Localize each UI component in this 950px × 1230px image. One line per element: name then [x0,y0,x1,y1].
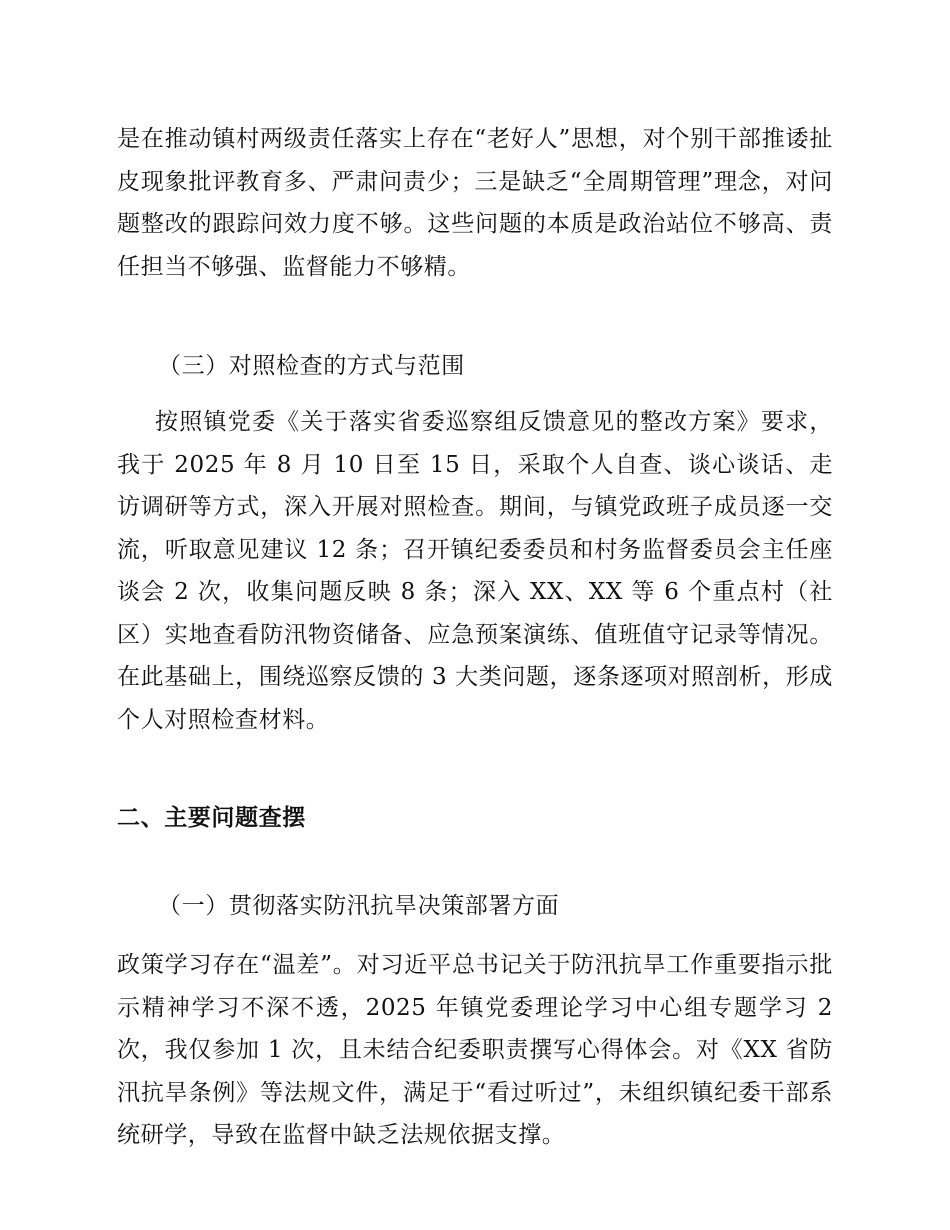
paragraph-policy-study: 政策学习存在“温差”。对习近平总书记关于防汛抗旱工作重要指示批示精神学习不深不透，2025 年镇党委理论学习中心组专题学习 2 次，我仅参加 1 次，且未结合纪委职责撰写心得体会。对《XX 省防汛抗旱条例》等法规文件，满足于“看过听过”，未组织镇纪委干部系统研学，导致在监督中缺乏法规依据支撑。 [117,952,833,1148]
subheading-flood-drought-deployment: （一）贯彻落实防汛抗旱决策部署方面 [158,893,560,919]
paragraph-inspection-method: 按照镇党委《关于落实省委巡察组反馈意见的整改方案》要求，我于 2025 年 8 月 10 日至 15 日，采取个人自查、谈心谈话、走访调研等方式，深入开展对照检查。期间，与镇党政班子成员逐一交流，听取意见建议 12 条；召开镇纪委委员和村务监督委员会主任座谈会 2 次，收集问题反映 8 条；深入 XX、XX 等 6 个重点村（社区）实地查看防汛物资储备、应急预案演练、值班值守记录等情况。在此基础上，围绕巡察反馈的 3 大类问题，逐条逐项对照剖析，形成个人对照检查材料。 [117,409,833,733]
paragraph-problem-nature: 是在推动镇村两级责任落实上存在“老好人”思想，对个别干部推诿扯皮现象批评教育多、严肃问责少；三是缺乏“全周期管理”理念，对问题整改的跟踪问效力度不够。这些问题的本质是政治站位不够高、责任担当不够强、监督能力不够精。 [117,126,833,280]
subheading-inspection-scope: （三）对照检查的方式与范围 [158,353,465,379]
section-heading-main-problems: 二、主要问题查摆 [117,805,306,831]
